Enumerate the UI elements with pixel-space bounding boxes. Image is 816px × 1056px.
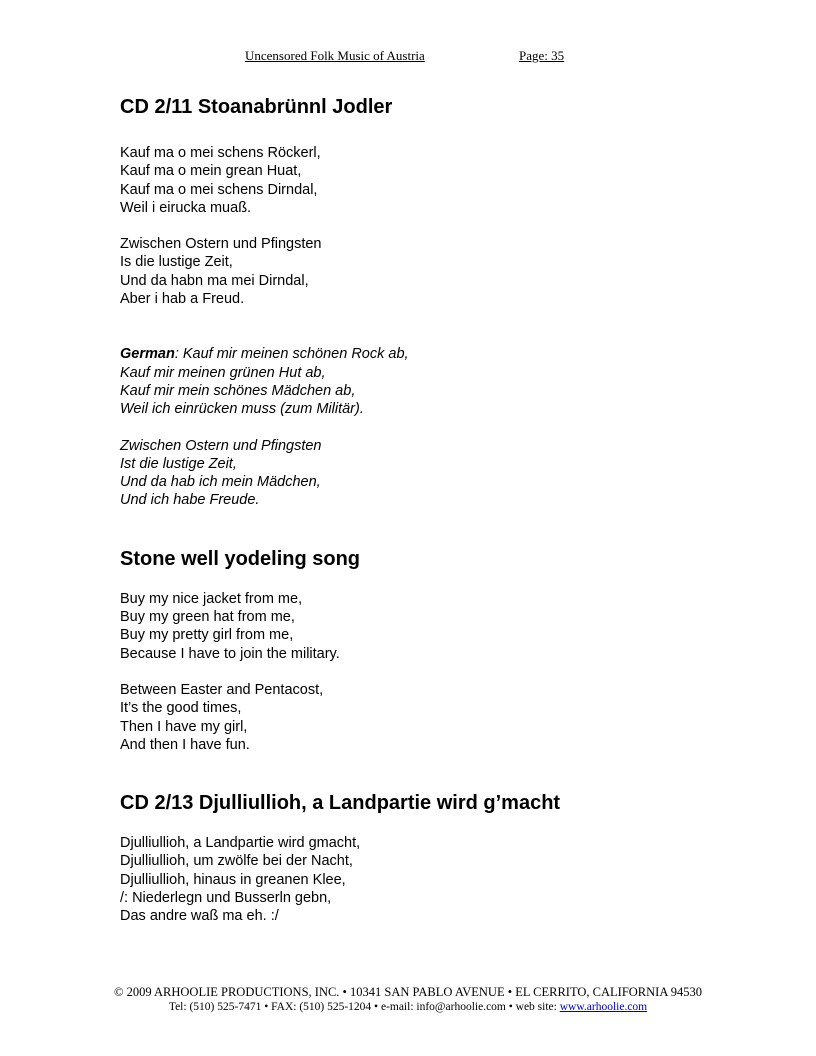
document-title: Uncensored Folk Music of Austria bbox=[245, 48, 425, 63]
stanza bbox=[120, 834, 760, 925]
stanza bbox=[120, 144, 760, 217]
section-heading-stone-well: Stone well yodeling song bbox=[120, 547, 361, 570]
section-heading-djulliullioh: CD 2/13 Djulliullioh, a Landpartie wird g’macht bbox=[120, 792, 561, 815]
stanza bbox=[120, 590, 760, 663]
lyric-line: Kauf ma o mei schens Röckerl, bbox=[120, 145, 321, 161]
lyric-line: Is die lustige Zeit, bbox=[120, 254, 233, 271]
lyric-text: : Kauf mir meinen schönen Rock ab, bbox=[174, 346, 409, 363]
lyric-line: Und ich habe Freude. bbox=[120, 492, 260, 509]
lyric-line: Kauf ma o mein grean Huat, bbox=[120, 163, 302, 180]
german-translation-stanza bbox=[120, 345, 760, 418]
lyric-line: Buy my nice jacket from me, bbox=[120, 590, 303, 607]
lyric-line: Djulliullioh, a Landpartie wird gmacht, bbox=[120, 835, 361, 852]
lyric-line: Und da habn ma mei Dirndal, bbox=[120, 272, 309, 289]
lyric-line: Ist die lustige Zeit, bbox=[120, 455, 237, 472]
lyric-line: It’s the good times, bbox=[120, 700, 242, 717]
footer-copyright: © 2009 ARHOOLIE PRODUCTIONS, INC. • 10341 SAN PABLO AVENUE • EL CERRITO, CALIFORNIA 94530 bbox=[113, 985, 703, 999]
stanza bbox=[120, 681, 760, 754]
lyric-line: Djulliullioh, hinaus in greanen Klee, bbox=[120, 871, 346, 888]
contact-info: Tel: (510) 525-7471 • FAX: (510) 525-1204 • e-mail: info@arhoolie.com • web site: bbox=[168, 1001, 560, 1013]
document-body bbox=[120, 94, 760, 926]
lyric-line: Djulliullioh, um zwölfe bei der Nacht, bbox=[120, 853, 353, 870]
lyric-line: And then I have fun. bbox=[120, 736, 250, 753]
lyric-line: Weil ich einrücken muss (zum Militär). bbox=[120, 401, 364, 418]
lyric-line: Zwischen Ostern und Pfingsten bbox=[120, 236, 322, 253]
german-translation-stanza bbox=[120, 437, 760, 510]
lyric-line: Kauf mir mein schönes Mädchen ab, bbox=[120, 382, 356, 399]
lyric-line: Weil i eirucka muaß. bbox=[120, 199, 252, 216]
lyric-line: Aber i hab a Freud. bbox=[120, 291, 245, 308]
stanza bbox=[120, 235, 760, 308]
lyric-line: Then I have my girl, bbox=[120, 718, 248, 735]
lyric-line bbox=[120, 345, 760, 363]
lyric-line: Das andre waß ma eh. :/ bbox=[120, 908, 279, 925]
lyric-line: /: Niederlegn und Busserln gebn, bbox=[120, 890, 332, 907]
footer-contact bbox=[0, 1001, 816, 1013]
german-label: German bbox=[120, 346, 175, 363]
lyric-line: Buy my pretty girl from me, bbox=[120, 627, 294, 644]
lyric-line: Buy my green hat from me, bbox=[120, 609, 295, 626]
lyric-line: Kauf ma o mei schens Dirndal, bbox=[120, 181, 318, 198]
website-link[interactable]: www.arhoolie.com bbox=[559, 1001, 648, 1013]
section-heading-stoanabrunnl: CD 2/11 Stoanabrünnl Jodler bbox=[120, 96, 393, 118]
lyric-line: Zwischen Ostern und Pfingsten bbox=[120, 437, 322, 454]
lyric-line: Between Easter and Pentacost, bbox=[120, 681, 324, 698]
page-number: Page: 35 bbox=[519, 48, 565, 63]
lyric-line: Kauf mir meinen grünen Hut ab, bbox=[120, 364, 326, 381]
lyric-line: Because I have to join the military. bbox=[120, 645, 340, 662]
lyric-line: Und da hab ich mein Mädchen, bbox=[120, 474, 321, 491]
